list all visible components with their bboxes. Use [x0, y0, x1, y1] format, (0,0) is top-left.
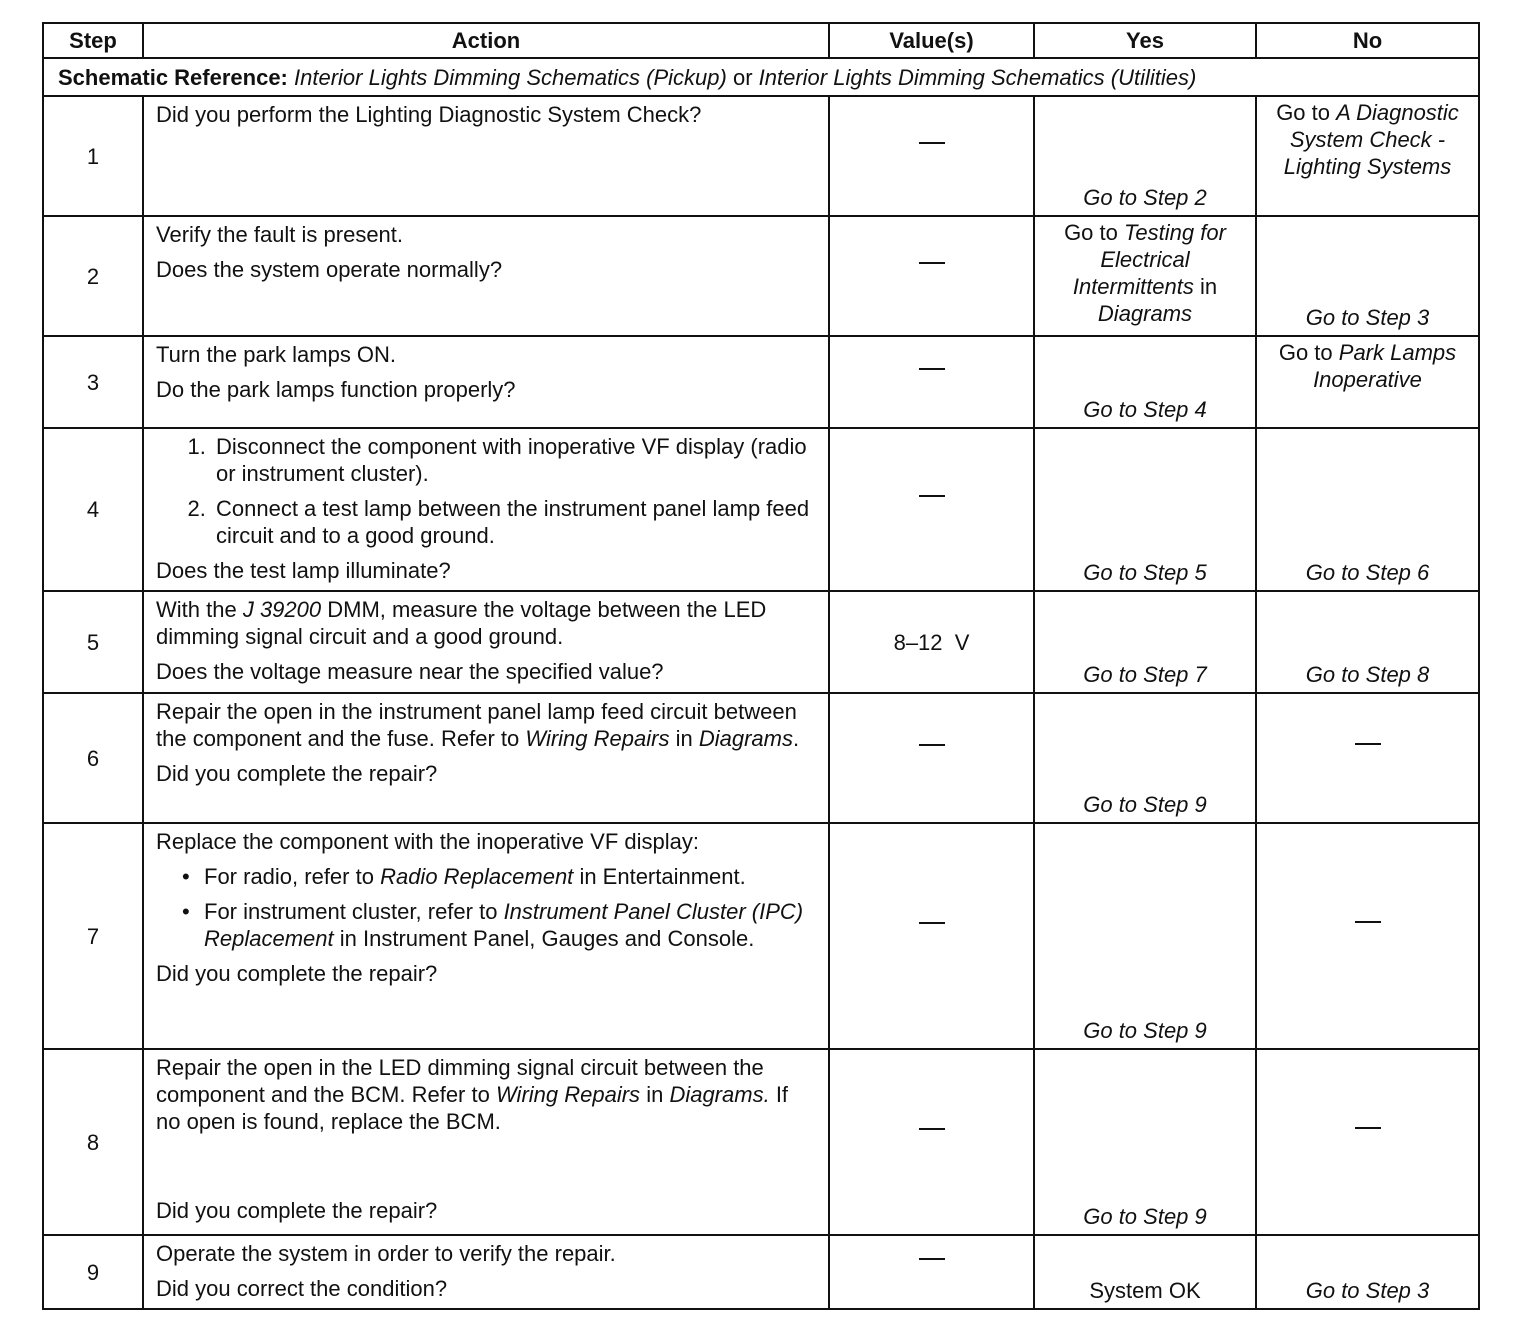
no-cell[interactable]: Go to Step 8	[1256, 591, 1479, 693]
step-number: 4	[43, 428, 143, 591]
yes-cell	[1034, 216, 1256, 336]
value-cell	[829, 693, 1034, 823]
list-item	[204, 898, 816, 952]
value-cell	[829, 1049, 1034, 1235]
action-question: Do the park lamps function properly?	[156, 377, 516, 402]
reference-link-pickup[interactable]: Interior Lights Dimming Schematics (Pickup)	[294, 64, 727, 90]
action-question: Does the system operate normally?	[156, 257, 503, 282]
table-row-step-1	[43, 96, 1479, 216]
reference-label: Schematic Reference:	[58, 64, 288, 90]
yes-in: in	[1200, 274, 1218, 299]
bullet-text: in Instrument Panel, Gauges and Console.	[339, 926, 755, 951]
action-text: Repair the open in the LED dimming signal circuit between the component and the BCM. Refer to	[156, 1055, 764, 1107]
action-cell	[143, 1235, 829, 1309]
yes-go-to: Go to	[1064, 220, 1118, 245]
table-row-step-3	[43, 336, 1479, 428]
step-number: 8	[43, 1049, 143, 1235]
no-go-to: Go to	[1278, 340, 1333, 365]
schematic-reference-row	[43, 58, 1479, 96]
bullet-text: For instrument cluster, refer to	[204, 899, 498, 924]
action-instruction: Operate the system in order to verify the repair.	[156, 1241, 616, 1266]
action-text: in	[646, 1082, 664, 1107]
action-bullet-list	[156, 863, 816, 952]
spacer	[156, 1135, 816, 1197]
action-text: With the	[156, 597, 237, 622]
value-dash	[919, 142, 945, 171]
action-text: DMM, measure the voltage between the LED dimming signal circuit and a good ground.	[156, 597, 767, 649]
action-instruction	[156, 596, 816, 650]
yes-cell: System OK	[1034, 1235, 1256, 1309]
table-row-step-9	[43, 1235, 1479, 1309]
action-cell	[143, 336, 829, 428]
link-ipc-replacement[interactable]: Instrument Panel Cluster (IPC) Replacement	[204, 899, 804, 951]
header-no: No	[1256, 23, 1479, 58]
action-question: Did you correct the condition?	[156, 1276, 448, 1301]
table-row-step-4	[43, 428, 1479, 591]
diagnostic-table	[42, 22, 1480, 1310]
link-wiring-repairs[interactable]: Wiring Repairs	[495, 1082, 641, 1107]
action-instruction: Turn the park lamps ON.	[156, 342, 397, 367]
action-text: Repair the open in the instrument panel lamp feed circuit between the component and the fuse. Refer to	[156, 699, 797, 751]
schematic-reference	[43, 58, 1479, 96]
no-cell	[1256, 823, 1479, 1049]
step-number: 2	[43, 216, 143, 336]
list-item: 1. Disconnect the component with inoperative VF display (radio or instrument cluster).	[212, 433, 816, 487]
yes-cell[interactable]: Go to Step 9	[1034, 1049, 1256, 1235]
no-cell	[1256, 336, 1479, 428]
no-dash	[1355, 743, 1381, 772]
step-number: 9	[43, 1235, 143, 1309]
action-cell	[143, 693, 829, 823]
table-row-step-6	[43, 693, 1479, 823]
action-question: Did you complete the repair?	[156, 761, 438, 786]
action-instruction	[156, 1054, 816, 1135]
value-dash	[919, 368, 945, 397]
action-question: Did you complete the repair?	[156, 1198, 438, 1223]
action-cell	[143, 823, 829, 1049]
action-question: Does the test lamp illuminate?	[156, 558, 451, 583]
value-cell: 8–12 V	[829, 591, 1034, 693]
action-instruction	[156, 698, 816, 752]
no-dash	[1355, 1127, 1381, 1156]
yes-cell[interactable]: Go to Step 9	[1034, 823, 1256, 1049]
yes-cell[interactable]: Go to Step 5	[1034, 428, 1256, 591]
action-question: Did you perform the Lighting Diagnostic System Check?	[156, 102, 702, 127]
action-question: Did you complete the repair?	[156, 961, 438, 986]
yes-link-testing-intermittents[interactable]: Testing for Electrical Intermittents	[1072, 220, 1226, 299]
action-numbered-list	[156, 433, 816, 549]
no-cell	[1256, 693, 1479, 823]
table-row-step-7	[43, 823, 1479, 1049]
action-cell	[143, 591, 829, 693]
no-dash	[1355, 921, 1381, 950]
action-cell	[143, 1049, 829, 1235]
action-text: .	[792, 726, 800, 751]
header-row	[43, 23, 1479, 58]
yes-cell[interactable]: Go to Step 7	[1034, 591, 1256, 693]
step-number: 6	[43, 693, 143, 823]
value-dash	[919, 1128, 945, 1157]
action-instruction: Replace the component with the inoperative VF display:	[156, 829, 699, 854]
value-cell	[829, 216, 1034, 336]
no-go-to: Go to	[1276, 100, 1330, 125]
reference-link-utilities[interactable]: Interior Lights Dimming Schematics (Utilities)	[758, 64, 1197, 90]
table-row-step-5	[43, 591, 1479, 693]
link-radio-replacement[interactable]: Radio Replacement	[380, 864, 574, 889]
value-cell	[829, 96, 1034, 216]
action-cell	[143, 428, 829, 591]
yes-cell[interactable]: Go to Step 9	[1034, 693, 1256, 823]
value-cell	[829, 428, 1034, 591]
step-number: 3	[43, 336, 143, 428]
tool-reference: J 39200	[242, 597, 322, 622]
action-cell	[143, 96, 829, 216]
value-dash	[919, 1258, 945, 1287]
yes-cell[interactable]: Go to Step 2	[1034, 96, 1256, 216]
yes-cell[interactable]: Go to Step 4	[1034, 336, 1256, 428]
no-cell[interactable]: Go to Step 6	[1256, 428, 1479, 591]
value-dash	[919, 922, 945, 951]
step-number: 5	[43, 591, 143, 693]
value-dash	[919, 495, 945, 524]
action-text: If no open is found, replace the BCM.	[156, 1082, 789, 1134]
header-yes: Yes	[1034, 23, 1256, 58]
link-diagrams[interactable]: Diagrams.	[669, 1082, 770, 1107]
value-cell	[829, 336, 1034, 428]
bullet-text: in Entertainment.	[579, 864, 746, 889]
value-dash	[919, 262, 945, 291]
step-number: 1	[43, 96, 143, 216]
action-text: in	[675, 726, 693, 751]
action-cell	[143, 216, 829, 336]
header-values: Value(s)	[829, 23, 1034, 58]
step-number: 7	[43, 823, 143, 1049]
no-link-park-lamps[interactable]: Park Lamps Inoperative	[1313, 340, 1457, 392]
value-cell	[829, 823, 1034, 1049]
value-cell	[829, 1235, 1034, 1309]
header-step: Step	[43, 23, 143, 58]
no-cell	[1256, 96, 1479, 216]
action-question: Does the voltage measure near the specified value?	[156, 659, 664, 684]
no-cell[interactable]: Go to Step 3	[1256, 1235, 1479, 1309]
reference-or: or	[732, 64, 753, 90]
list-item: 2. Connect a test lamp between the instrument panel lamp feed circuit and to a good ground.	[212, 495, 816, 549]
table-row-step-2	[43, 216, 1479, 336]
link-wiring-repairs[interactable]: Wiring Repairs	[525, 726, 670, 751]
bullet-text: For radio, refer to	[204, 864, 374, 889]
no-link-diagnostic-check[interactable]: A Diagnostic System Check - Lighting Systems	[1283, 100, 1459, 179]
no-cell[interactable]: Go to Step 3	[1256, 216, 1479, 336]
no-cell	[1256, 1049, 1479, 1235]
list-item	[204, 863, 816, 890]
diagnostic-table-sheet	[42, 22, 1480, 1310]
action-instruction: Verify the fault is present.	[156, 222, 404, 247]
value-dash	[919, 744, 945, 773]
yes-link-diagrams[interactable]: Diagrams	[1097, 301, 1193, 326]
header-action: Action	[143, 23, 829, 58]
link-diagrams[interactable]: Diagrams	[698, 726, 793, 751]
table-row-step-8	[43, 1049, 1479, 1235]
